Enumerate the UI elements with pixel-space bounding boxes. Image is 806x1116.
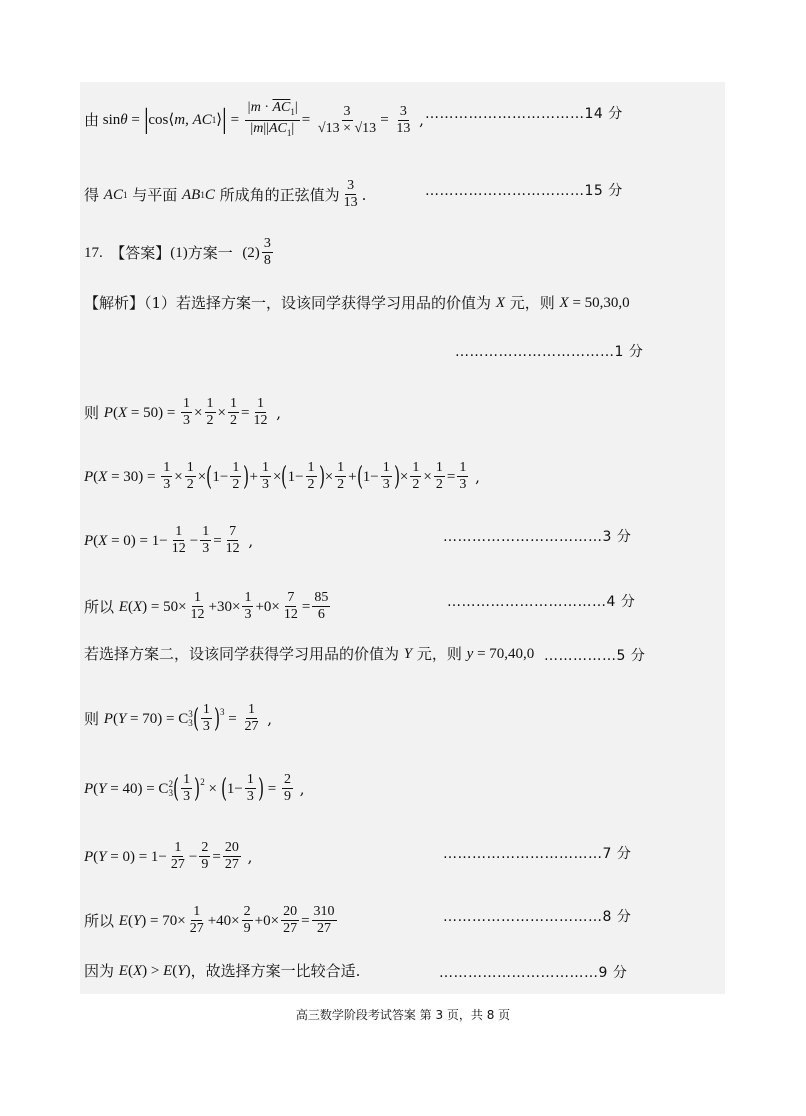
line-py40: P ( Y = 40) = C 2 3 ( $\frac{1}{3}$ ) $^2$ × ( 1− $\frac{1}{3}$ ) = $\frac{2}{9}$ , (84, 772, 305, 804)
line-px50: 则 P ( X = 50) = $\frac{1}{3}$ × $\frac{1}{2}$ × $\frac{1}{2}$ = $\frac{1}{12}$ , (84, 396, 281, 428)
score-7: ……………………………7 分 (443, 846, 632, 862)
score-3: ……………………………3 分 (443, 529, 632, 545)
line-py0: P ( Y = 0) = 1− $\frac{1}{27}$ − $\frac{2}{9}$ = $\frac{20}{27}$ , (84, 840, 253, 872)
score-5: ……………5 分 (544, 648, 646, 664)
score-15: ……………………………15 分 (425, 183, 623, 199)
line-py70: 则 P ( Y = 70) = C 3 3 ( $\frac{1}{3}$ ) $^3$ = $\frac{1}{27}$ , (84, 702, 273, 734)
line-ex: 所以 E ( X ) = 50× $\frac{1}{12}$ +30× $\frac{1}{3}$ +0× $\frac{7}{12}$ = $\frac{85}{6}$ (84, 590, 329, 622)
prefix-you: 由 (84, 111, 100, 130)
line-analysis-intro: 【解析】（1）若选择方案一，设该同学获得学习用品的价值为 X 元，则 X = 50,30,0 (84, 294, 630, 312)
line-ey: 所以 E ( Y ) = 70× $\frac{1}{27}$ +40× $\frac{2}{9}$ +0× $\frac{20}{27}$ = $\frac{310}{27}$ (84, 904, 335, 936)
score-1: ……………………………1 分 (455, 344, 644, 360)
score-4: ……………………………4 分 (447, 594, 636, 610)
line-px0: P ( X = 0) = 1− $\frac{1}{12}$ − $\frac{1}{3}$ = $\frac{7}{12}$ , (84, 524, 254, 556)
line-sine-conclusion: 得 AC 1 与平面 AB 1 C 所成角的正弦值为 $\frac{3}{13}$ . (84, 178, 367, 210)
score-8: ……………………………8 分 (443, 909, 632, 925)
line-px30: P ( X = 30) = $\frac{1}{3}$ × $\frac{1}{2}$ × ( 1− $\frac{1}{2}$ ) + $\frac{1}{3}$ × ( 1− $\frac{1}{2}$ ) × $\frac{1}{2}$ + ( 1− $\frac{1}{3}$ ) × $\frac{1}{2}$ × $\frac{1}{2}$ = $\frac{1}{3}$ , (84, 460, 480, 492)
line-sin-theta: 由 sin θ = | cos⟨ m , AC 1 ⟩ | = $\frac{|m \cdot \overline{AC}_1|}{|\overline{m}||AC_1|}$ = $\frac{3}{√13 \times √13}$ = $\frac{3}{13}$ , (84, 100, 424, 138)
line-conclusion: 因为 E ( X ) > E ( Y ) ，故选择方案一比较合适. (84, 962, 361, 980)
line-answer-17: 17. 【答案】 (1) 方案一 (2) $\frac{3}{8}$ (84, 236, 271, 268)
page-footer: 高三数学阶段考试答案 第 3 页，共 8 页 (295, 1008, 511, 1022)
score-14: ……………………………14 分 (425, 106, 623, 122)
line-option-two: 若选择方案二，设该同学获得学习用品的价值为 Y 元，则 y = 70,40,0 (84, 645, 535, 663)
score-9: ……………………………9 分 (439, 965, 628, 981)
